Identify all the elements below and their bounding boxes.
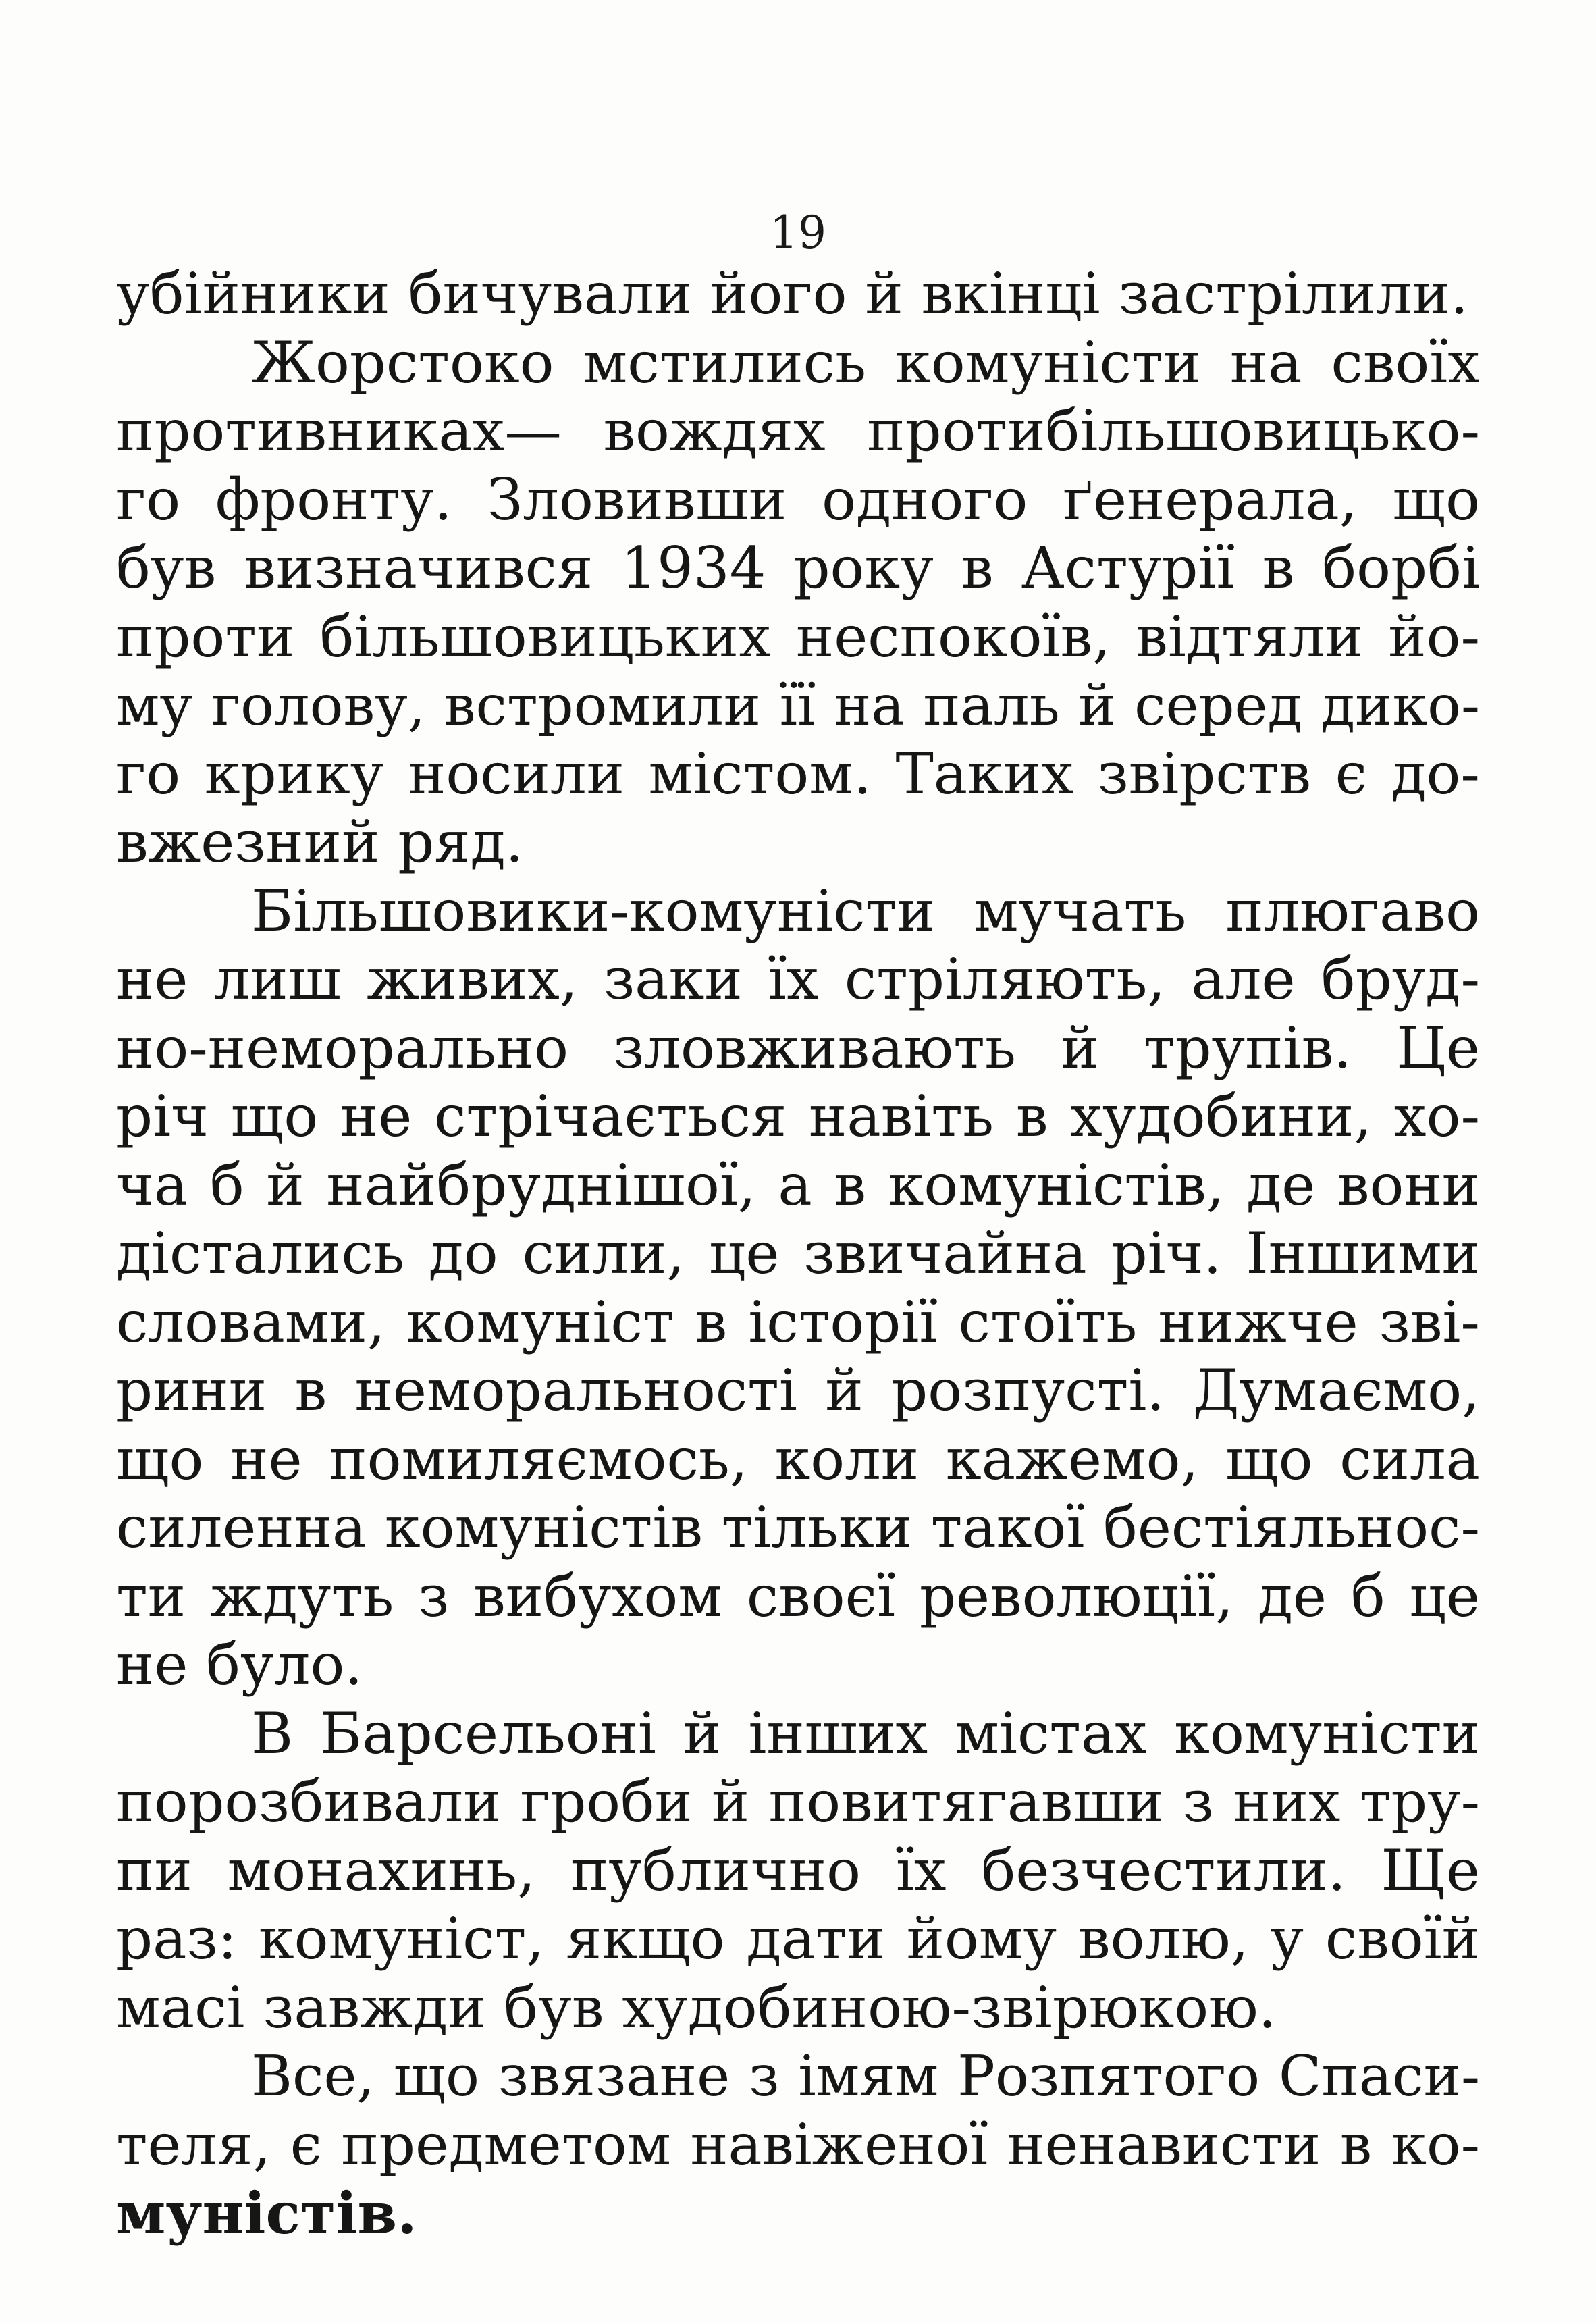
text-line: го крику носили містом. Таких звірств є до- [116, 740, 1480, 807]
text-line: В Барсельоні й інших містах комуністи [251, 1700, 1480, 1767]
text-line: го фронту. Зловивши одного ґенерала, що [116, 466, 1480, 533]
text-line: був визначився 1934 року в Астурії в борбі [116, 535, 1480, 601]
text-line: раз: комуніст, якщо дати йому волю, у своїй [116, 1906, 1480, 1972]
text-line: рини в неморальності й розпусті. Думаємо, [116, 1357, 1480, 1424]
text-line: Більшовики-комуністи мучать плюгаво [251, 877, 1480, 944]
text-line: силенна комуністів тільки такої бестіяльнос- [116, 1494, 1480, 1561]
text-line: річ що не стрічається навіть в худобини, хо- [116, 1083, 1480, 1149]
text-line: ти ждуть з вибухом своєї революції, де б це [116, 1563, 1480, 1629]
text-line: противниках— вождях протибільшовицько- [116, 398, 1480, 464]
text-line: дістались до сили, це звичайна річ. Іншими [116, 1220, 1480, 1286]
body-text [116, 260, 1480, 2248]
text-line: словами, комуніст в історії стоїть нижче зві- [116, 1288, 1480, 1355]
text-line: порозбивали гроби й повитягавши з них тру- [116, 1769, 1480, 1835]
text-line: не було. [116, 1632, 363, 1698]
text-line: убійники бичували його й вкінці застрілили. [116, 261, 1468, 327]
text-line: но-неморально зловживають й трупів. Це [116, 1014, 1480, 1081]
text-line: масі завжди був худобиною-звірюкою. [116, 1974, 1277, 2041]
text-line: Жорстоко мстились комуністи на своїх [251, 329, 1480, 396]
text-line: що не помиляємось, коли кажемо, що сила [116, 1426, 1480, 1492]
text-line: проти більшовицьких неспокоїв, відтяли йо- [116, 603, 1480, 670]
text-line: пи монахинь, публично їх безчестили. Ще [116, 1837, 1480, 1904]
text-line: Все, що звязане з імям Розпятого Спаси- [251, 2043, 1480, 2109]
page-number: 19 [770, 207, 826, 259]
text-line: не лиш живих, заки їх стріляють, але бруд- [116, 946, 1480, 1012]
text-line: ча б й найбруднішої, а в комуністів, де вони [116, 1151, 1480, 1218]
text-line: теля, є предметом навіженої ненависти в ко- [116, 2111, 1480, 2178]
text-line: муністів. [116, 2180, 417, 2247]
text-line: му голову, встромили її на паль й серед дико- [116, 673, 1480, 738]
text-line: вжезний ряд. [116, 809, 524, 875]
